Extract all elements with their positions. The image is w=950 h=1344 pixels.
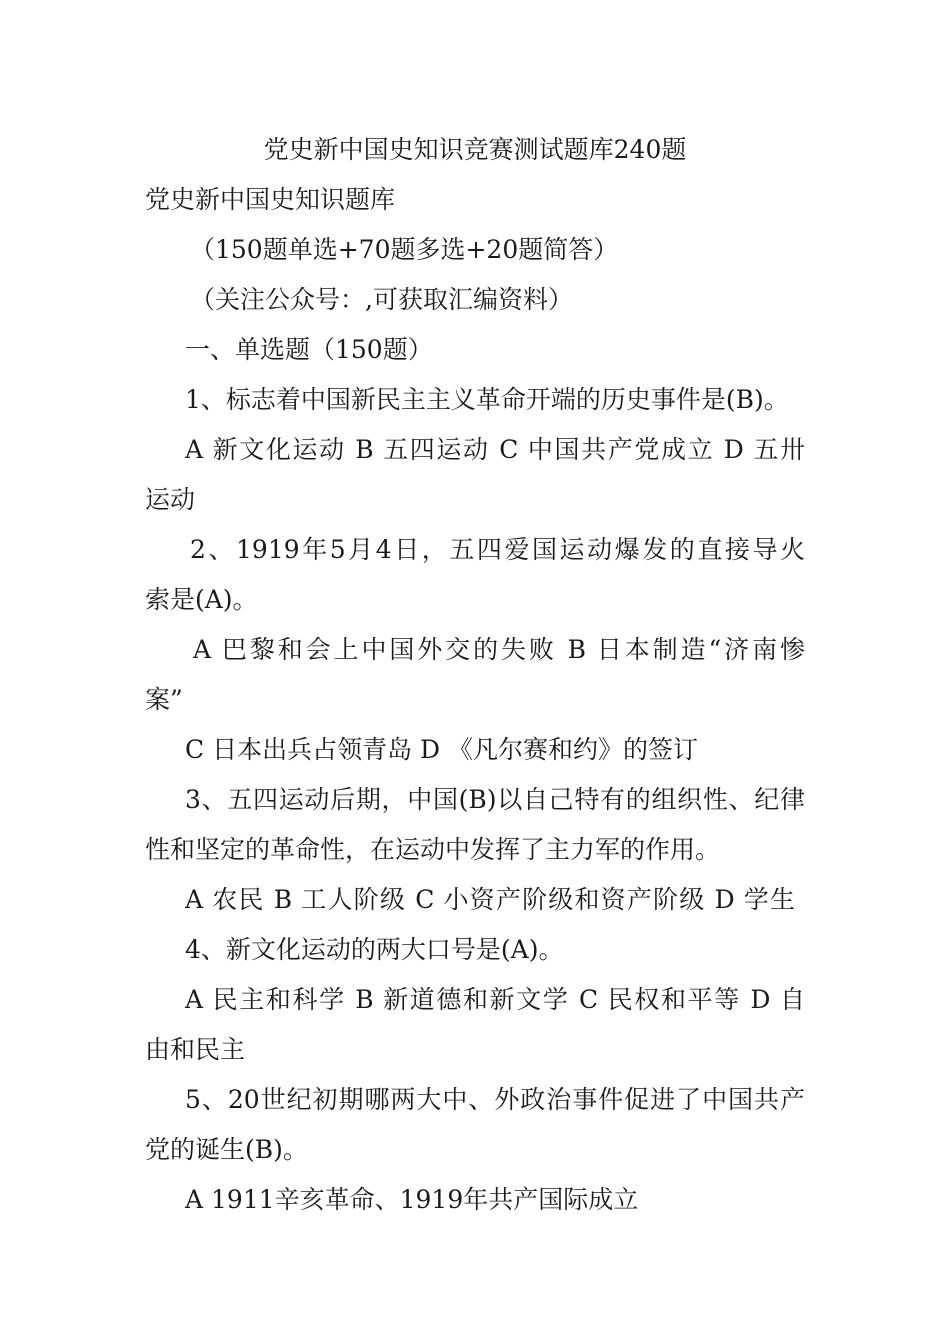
- question-3-options: A 农民 B 工人阶级 C 小资产阶级和资产阶级 D 学生: [185, 885, 795, 914]
- notice-line: （关注公众号：,可获取汇编资料）: [190, 285, 573, 314]
- section-heading: 一、单选题（150题）: [185, 335, 433, 364]
- question-composition: （150题单选+70题多选+20题简答）: [190, 235, 619, 264]
- question-5-stem-cont: 党的诞生(B)。: [145, 1135, 308, 1164]
- question-5-stem: 5、20世纪初期哪两大中、外政治事件促进了中国共产: [185, 1085, 805, 1114]
- document-subtitle: 党史新中国史知识题库: [145, 185, 396, 214]
- question-1-options-cont: 运动: [145, 485, 196, 514]
- question-4-options: A 民主和科学 B 新道德和新文学 C 民权和平等 D 自: [185, 985, 805, 1014]
- question-5-options: A 1911辛亥革命、1919年共产国际成立: [185, 1185, 639, 1214]
- question-4-options-cont: 由和民主: [145, 1035, 246, 1064]
- document-title: 党史新中国史知识竞赛测试题库240题: [263, 135, 687, 164]
- question-4-stem: 4、新文化运动的两大口号是(A)。: [185, 935, 564, 964]
- question-2-stem: 2、1919年5月4日，五四爱国运动爆发的直接导火: [190, 535, 805, 564]
- question-2-stem-cont: 索是(A)。: [145, 585, 258, 614]
- question-2-options-cont: 案”: [145, 685, 183, 714]
- question-3-stem: 3、五四运动后期，中国(B)以自己特有的组织性、纪律: [185, 785, 805, 814]
- question-2-options-2: C 日本出兵占领青岛 D 《凡尔赛和约》的签订: [185, 735, 699, 764]
- question-2-options: A 巴黎和会上中国外交的失败 B 日本制造“济南惨: [193, 635, 805, 664]
- question-3-stem-cont: 性和坚定的革命性，在运动中发挥了主力军的作用。: [145, 835, 721, 864]
- question-1-stem: 1、标志着中国新民主主义革命开端的历史事件是(B)。: [185, 385, 789, 414]
- question-1-options: A 新文化运动 B 五四运动 C 中国共产党成立 D 五卅: [185, 435, 805, 464]
